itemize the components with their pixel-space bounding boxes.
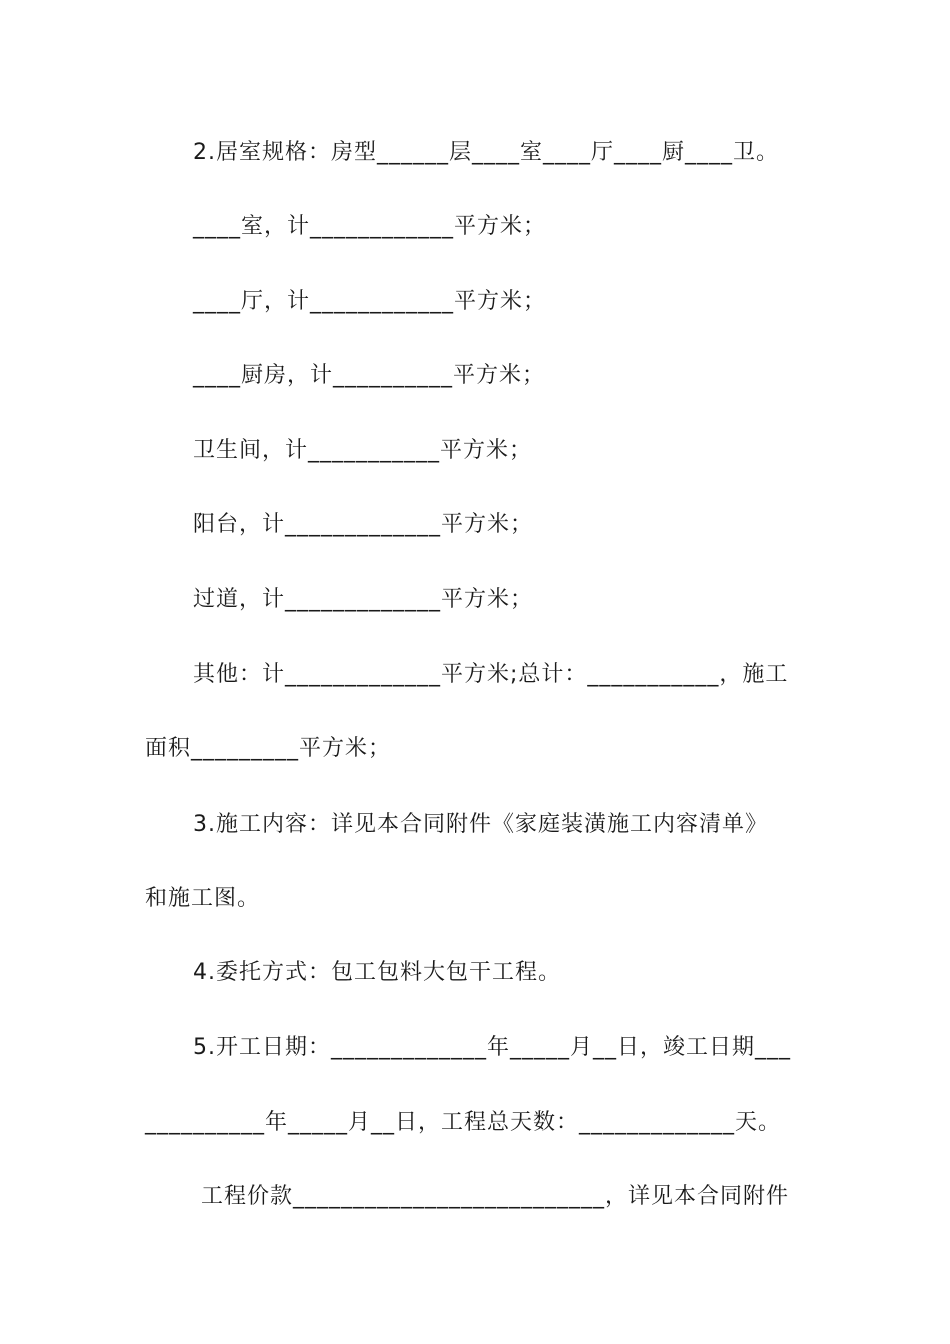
completion-date-line: __________年_____月__日，工程总天数：_____________天。 bbox=[145, 1110, 782, 1135]
kitchen-area-line: ____厨房，计__________平方米； bbox=[193, 363, 546, 388]
project-price-line: 工程价款__________________________，详见本合同附件 bbox=[193, 1184, 789, 1209]
corridor-area-line: 过道，计_____________平方米； bbox=[193, 587, 534, 612]
bathroom-area-line: 卫生间，计___________平方米； bbox=[193, 438, 533, 463]
other-area-line: 其他：计_____________平方米;总计：___________，施工 bbox=[193, 662, 789, 687]
balcony-area-line: 阳台，计_____________平方米； bbox=[193, 512, 534, 537]
construction-area-line: 面积_________平方米； bbox=[145, 736, 392, 761]
room-area-line: ____室，计____________平方米； bbox=[193, 214, 547, 239]
construction-drawing-line: 和施工图。 bbox=[145, 886, 261, 911]
commission-method-line: 4.委托方式：包工包料大包干工程。 bbox=[193, 960, 561, 985]
room-spec-line: 2.居室规格：房型______层____室____厅____厨____卫。 bbox=[193, 140, 779, 165]
hall-area-line: ____厅，计____________平方米； bbox=[193, 289, 547, 314]
start-date-line: 5.开工日期：_____________年_____月__日，竣工日期___ bbox=[193, 1035, 791, 1060]
construction-content-line: 3.施工内容：详见本合同附件《家庭装潢施工内容清单》 bbox=[193, 812, 768, 837]
